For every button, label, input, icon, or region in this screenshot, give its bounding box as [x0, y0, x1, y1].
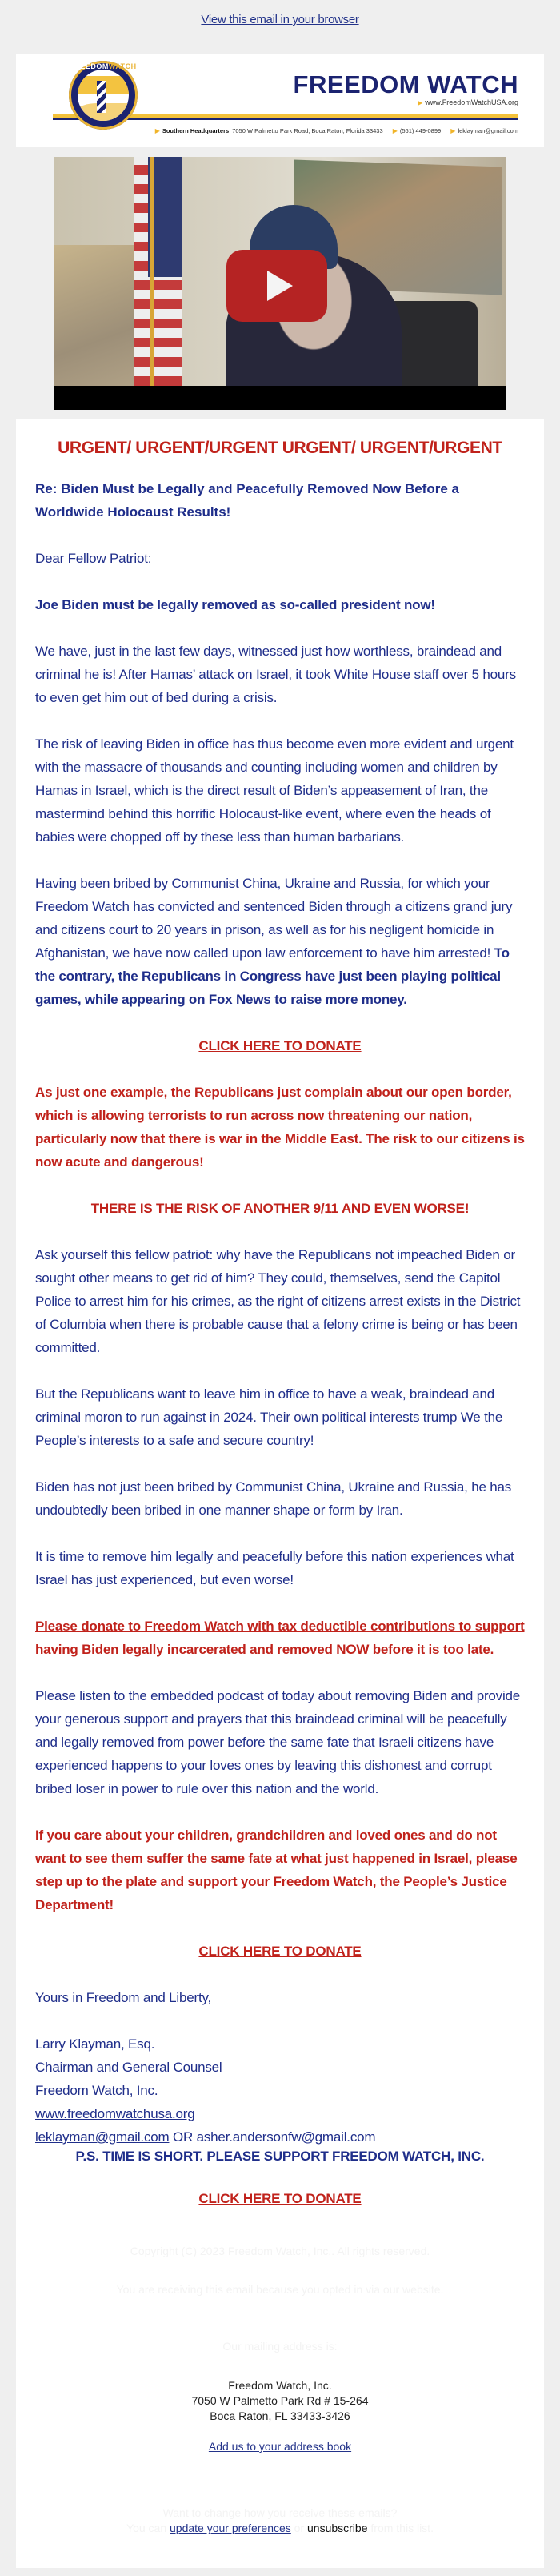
footer-address-line1: 7050 W Palmetto Park Rd # 15-264	[191, 2394, 369, 2407]
paragraph-2: The risk of leaving Biden in office has thus become even more evident and urgent with the massacre of thousands and counting including women and children by Hamas in Israel, which is the direct result of Biden’s appeasement of Iran, the mastermind behind this horrific Holocaust-like event, where even the heads of babies were chopped off by these less than human barbarians.	[35, 736, 514, 845]
letterhead-banner	[16, 54, 544, 147]
donate-button-3[interactable]: CLICK HERE TO DONATE	[198, 2191, 362, 2206]
hq-email: leklayman@gmail.com	[458, 127, 518, 134]
paragraph-8: It is time to remove him legally and peacefully before this nation experiences what Israel has just experienced, but even worse!	[35, 1549, 514, 1587]
footer-address-line2: Boca Raton, FL 33433-3426	[210, 2409, 350, 2422]
freedom-watch-seal-logo	[69, 61, 138, 130]
paragraph-3-emphasis: To the contrary, the Republicans in Congress have just been playing political games, while appearing on Fox News to raise more money.	[35, 945, 510, 1007]
paragraph-10: Please listen to the embedded podcast of today about removing Biden and provide your generous support and prayers that this braindead criminal will be peacefully and legally removed from power before the same fate that Israeli citizens have experienced happens to your loves ones by leaving this dishonest and corrupt bribed loser in power to rule over this nation and the world.	[35, 1688, 521, 1796]
paragraph-5: Ask yourself this fellow patriot: why have the Republicans not impeached Biden or sought other means to get rid of him? They could, themselves, send the Capitol Police to arrest him for his crimes, as the right of citizens arrest exists in the District of Columbia when there is probable cause that a felony crime is being or has been committed.	[35, 1247, 521, 1355]
paragraph-1: We have, just in the last few days, witnessed just how worthless, braindead and criminal he is! After Hamas’ attack on Israel, it took White House staff over 5 hours to even get him out of bed during a crisis.	[35, 644, 516, 705]
footer-preferences-line: You can update your preferences or unsubscribe from this list.	[126, 2522, 434, 2534]
brand-title: FREEDOM WATCH	[293, 70, 518, 98]
arrow-bullet-icon: ▶	[418, 99, 423, 106]
paragraph-4-warning: As just one example, the Republicans just complain about our open border, which is allowing terrorists to run across now threatening our nation, particularly now that there is war in the Middle East. The risk to our citizens is now acute and dangerous!	[35, 1085, 525, 1170]
signature-email-link[interactable]: leklayman@gmail.com	[35, 2129, 170, 2145]
paragraph-3: Having been bribed by Communist China, Ukraine and Russia, for which your Freedom Watch has convicted and sentenced Biden through a citizens grand jury and citizens court to 20 years in prison, as well as for his negligent homicide in Afghanistan, we have now called upon law enforcement to have him arrested! To the contrary, the Republicans in Congress have just been playing political games, while appearing on Fox News to raise more money.	[35, 876, 513, 1007]
footer-address-name: Freedom Watch, Inc.	[228, 2379, 332, 2392]
paragraph-6: But the Republicans want to leave him in office to have a weak, braindead and criminal moron to run against in 2024. Their own political interests trump We the People’s interests to a safe and secure country!	[35, 1386, 503, 1448]
preheader	[0, 0, 560, 42]
signature-name: Larry Klayman, Esq.	[35, 2036, 155, 2052]
urgent-banner: URGENT/ URGENT/URGENT URGENT/ URGENT/URGENT	[58, 439, 502, 457]
footer-copyright: Copyright (C) 2023 Freedom Watch, Inc.. All rights reserved.	[130, 2245, 430, 2257]
play-triangle-icon	[267, 271, 293, 301]
footer-mailing-label: Our mailing address is:	[222, 2340, 338, 2353]
footer-change-prompt: Want to change how you receive these emails?	[162, 2506, 398, 2519]
add-to-address-book-link[interactable]: Add us to your address book	[208, 2440, 352, 2453]
arrow-bullet-icon: ▶	[450, 127, 456, 134]
letterhead-contact-line	[155, 127, 518, 134]
lead-statement: Joe Biden must be legally removed as so-called president now!	[35, 597, 435, 612]
email-footer	[35, 2244, 525, 2536]
embedded-video-thumbnail[interactable]	[54, 157, 506, 410]
hq-address: 7050 W Palmetto Park Road, Boca Raton, Florida 33433	[232, 127, 383, 134]
signature-alt-email: asher.andersonfw@gmail.com	[196, 2129, 376, 2145]
risk-warning-heading: THERE IS THE RISK OF ANOTHER 9/11 AND EVEN WORSE!	[90, 1201, 470, 1216]
lighthouse-icon	[97, 81, 106, 113]
closing: Yours in Freedom and Liberty,	[35, 1990, 212, 2005]
arrow-bullet-icon: ▶	[392, 127, 398, 134]
signature-title: Chairman and General Counsel	[35, 2060, 222, 2075]
postscript: P.S. TIME IS SHORT. PLEASE SUPPORT FREEDOM WATCH, INC.	[75, 2149, 485, 2164]
video-letterbox-band	[54, 386, 506, 410]
update-preferences-link[interactable]: update your preferences	[170, 2522, 291, 2534]
seal-text-watch: WATCH	[108, 62, 137, 70]
hq-label: Southern Headquarters	[162, 127, 230, 134]
email-body: URGENT/ URGENT/URGENT URGENT/ URGENT/URGENT Re: Biden Must be Legally and Peacefully Removed Now Before a Worldwide Holocaust Results! Dear Fellow Patriot: Joe Biden must be legally removed as so-called president now! We have, just in the last few days, witnessed just how worthless, braindead and criminal he is! After Hamas’ attack on Israel, it took White House staff over 5 hours to even get him out of bed during a crisis. The risk of leaving Biden in office has thus become even more evident and urgent with the massacre of thousands and counting including women and children by Hamas in Israel, which is the direct result of Biden’s appeasement of Iran, the mastermind behind this horrific Holocaust-like event, where even the heads of babies were chopped off by these less than human barbarians. Having been bribed by Communist China, Ukraine and Russia, for which your Freedom Watch has convicted and sentenced Biden through a citizens grand jury and citizens court to 20 years in prison, as well as for his negligent homicide in Afghanistan, we have now called upon law enforcement to have him arrested! To the contrary, the Republicans in Congress have just been playing political games, while appearing on Fox News to raise more money. CLICK HERE TO DONATE As just one example, the Republicans just complain about our open border, which is allowing terrorists to run across now threatening our nation, particularly now that there is war in the Middle East. The risk to our citizens is now acute and dangerous! THERE IS THE RISK OF ANOTHER 9/11 AND EVEN WORSE! Ask yourself this fellow patriot: why have the Republicans not impeached Biden or sought other means to get rid of him? They could, themselves, send the Capitol Police to arrest him for his crimes, as the right of citizens arrest exists in the District of Columbia when there is probable cause that a felony crime is being or has been committed. But the Republicans want to leave him in office to have a weak, braindead and criminal moron to run against in 2024. Their own political interests trump We the People’s interests to a safe and secure country! Biden has not just been bribed by Communist China, Ukraine and Russia, he has undoubtedly been bribed in one manner shape or form by Iran. It is time to remove him legally and peacefully before this nation experiences what Israel has just experienced, but even worse! Please donate to Freedom Watch with tax deductible contributions to support having Biden legally incarcerated and removed NOW before it is too late. Please listen to the embedded podcast of today about removing Biden and provide your generous support and prayers that this braindead criminal will be peacefully and legally removed from power before the same fate that Israeli citizens have experienced happens to your loves ones by leaving this dishonest and corrupt bribed loser in power to rule over this nation and the world. If you care about your children, grandchildren and loved ones and do not want to see them suffer the same fate at what just happened in Israel, please step up to the plate and support your Freedom Watch, the People’s Justice Department! CLICK HERE TO DONATE Yours in Freedom and Liberty, Larry Klayman, Esq. Chairman and General Counsel Freedom Watch, Inc. www.freedomwatchusa.org leklayman@gmail.com OR asher.andersonfw@gmail.com P.S. TIME IS SHORT. PLEASE SUPPORT FREEDOM WATCH, INC. CLICK HERE TO DONATE Copyright (C) 2023 Freedom Watch, Inc.. All rights reserved. You are receiving this email because you opted in via our website. Our mailing address is: Freedom Watch, Inc. 7050 W Palmetto Park Rd # 15-264 Boca Raton, FL 33433-3426 Add us to your address book Want to change how you receive these emails? You can update your preferences or unsubscribe from this list.	[16, 419, 544, 2568]
paragraph-7: Biden has not just been bribed by Communist China, Ukraine and Russia, he has undoubtedly been bribed in one manner shape or form by Iran.	[35, 1479, 512, 1518]
brand-website: ▶ www.FreedomWatchUSA.org	[418, 98, 518, 106]
salutation: Dear Fellow Patriot:	[35, 551, 152, 566]
signature-org: Freedom Watch, Inc.	[35, 2083, 158, 2098]
paragraph-11-appeal: If you care about your children, grandchildren and loved ones and do not want to see them suffer the same fate at what just happened in Israel, please step up to the plate and support your Freedom Watch, the People’s Justice Department!	[35, 1828, 518, 1912]
hq-phone: (561) 449-0899	[399, 127, 442, 134]
seal-text-freedom: FREEDOM	[70, 62, 109, 70]
footer-optin-reason: You are receiving this email because you opted in via our website.	[116, 2283, 444, 2296]
arrow-bullet-icon: ▶	[154, 127, 160, 134]
youtube-play-icon[interactable]	[226, 250, 327, 322]
donate-button-2[interactable]: CLICK HERE TO DONATE	[198, 1944, 362, 1959]
unsubscribe-link[interactable]: unsubscribe	[307, 2522, 368, 2534]
donate-appeal-link[interactable]: Please donate to Freedom Watch with tax deductible contributions to support having Biden legally incarcerated and removed NOW before it is too late.	[35, 1619, 525, 1657]
subject-heading: Re: Biden Must be Legally and Peacefully Removed Now Before a Worldwide Holocaust Results!	[35, 481, 459, 520]
donate-button-1[interactable]: CLICK HERE TO DONATE	[198, 1038, 362, 1053]
signature-website-link[interactable]: www.freedomwatchusa.org	[35, 2106, 195, 2121]
view-in-browser-link[interactable]: View this email in your browser	[201, 13, 359, 26]
